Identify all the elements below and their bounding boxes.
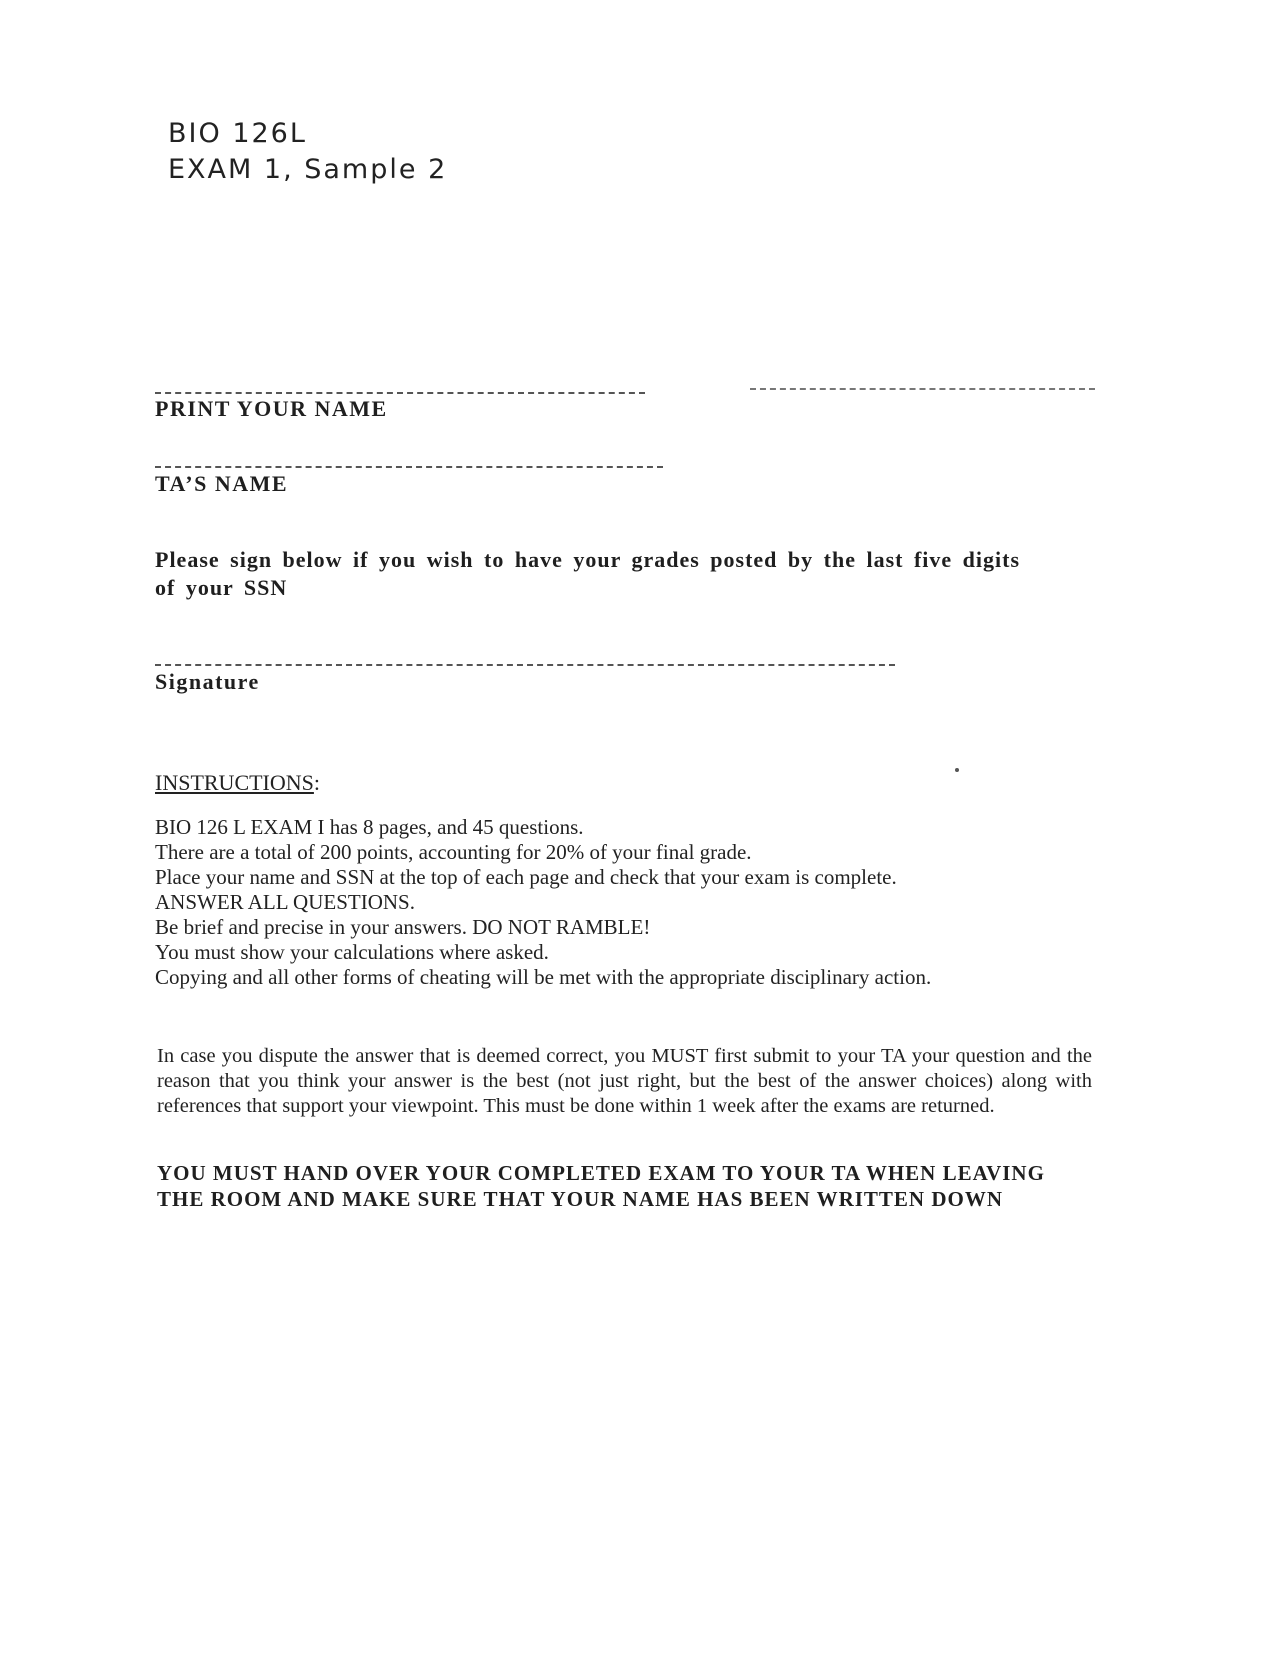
signature-blank-line[interactable]	[155, 664, 895, 666]
name-blank-line[interactable]	[155, 392, 645, 394]
course-header	[168, 116, 447, 188]
instructions-heading	[155, 770, 320, 796]
instruction-line: You must show your calculations where asked.	[155, 940, 549, 964]
instruction-line: Copying and all other forms of cheating will be met with the appropriate disciplinary action.	[155, 965, 932, 989]
ta-name-label: TA’S NAME	[155, 471, 289, 496]
instructions-heading-text: INSTRUCTIONS	[155, 770, 314, 795]
hand-over-warning: YOU MUST HAND OVER YOUR COMPLETED EXAM TO YOUR TA WHEN LEAVING THE ROOM AND MAKE SURE THAT YOUR NAME HAS BEEN WRITTEN DOWN	[157, 1161, 1045, 1211]
instruction-line: Place your name and SSN at the top of each page and check that your exam is complete.	[155, 865, 897, 889]
print-name-label: PRINT YOUR NAME	[155, 396, 388, 421]
signature-label: Signature	[155, 669, 260, 694]
instruction-line: There are a total of 200 points, accounting for 20% of your final grade.	[155, 840, 752, 864]
course-title: BIO 126L	[168, 118, 307, 149]
scan-speck	[955, 768, 959, 772]
instruction-line: ANSWER ALL QUESTIONS.	[155, 890, 415, 914]
instructions-heading-colon: :	[313, 770, 321, 795]
ta-name-blank-line[interactable]	[155, 466, 663, 468]
second-blank-line[interactable]	[750, 388, 1095, 390]
instruction-line: Be brief and precise in your answers. DO NOT RAMBLE!	[155, 915, 651, 939]
dispute-paragraph: In case you dispute the answer that is deemed correct, you MUST first submit to your TA your question and the reason that you think your answer is the best (not just right, but the best of the answer choices) along with references that support your viewpoint. This must be done within 1 week after the exams are returned.	[157, 1045, 1092, 1117]
exam-title: EXAM 1, Sample 2	[168, 154, 448, 185]
sign-request-text: Please sign below if you wish to have your grades posted by the last five digits of your SSN	[155, 547, 1021, 600]
instruction-list	[155, 815, 931, 990]
instruction-line: BIO 126 L EXAM I has 8 pages, and 45 questions.	[155, 815, 584, 839]
